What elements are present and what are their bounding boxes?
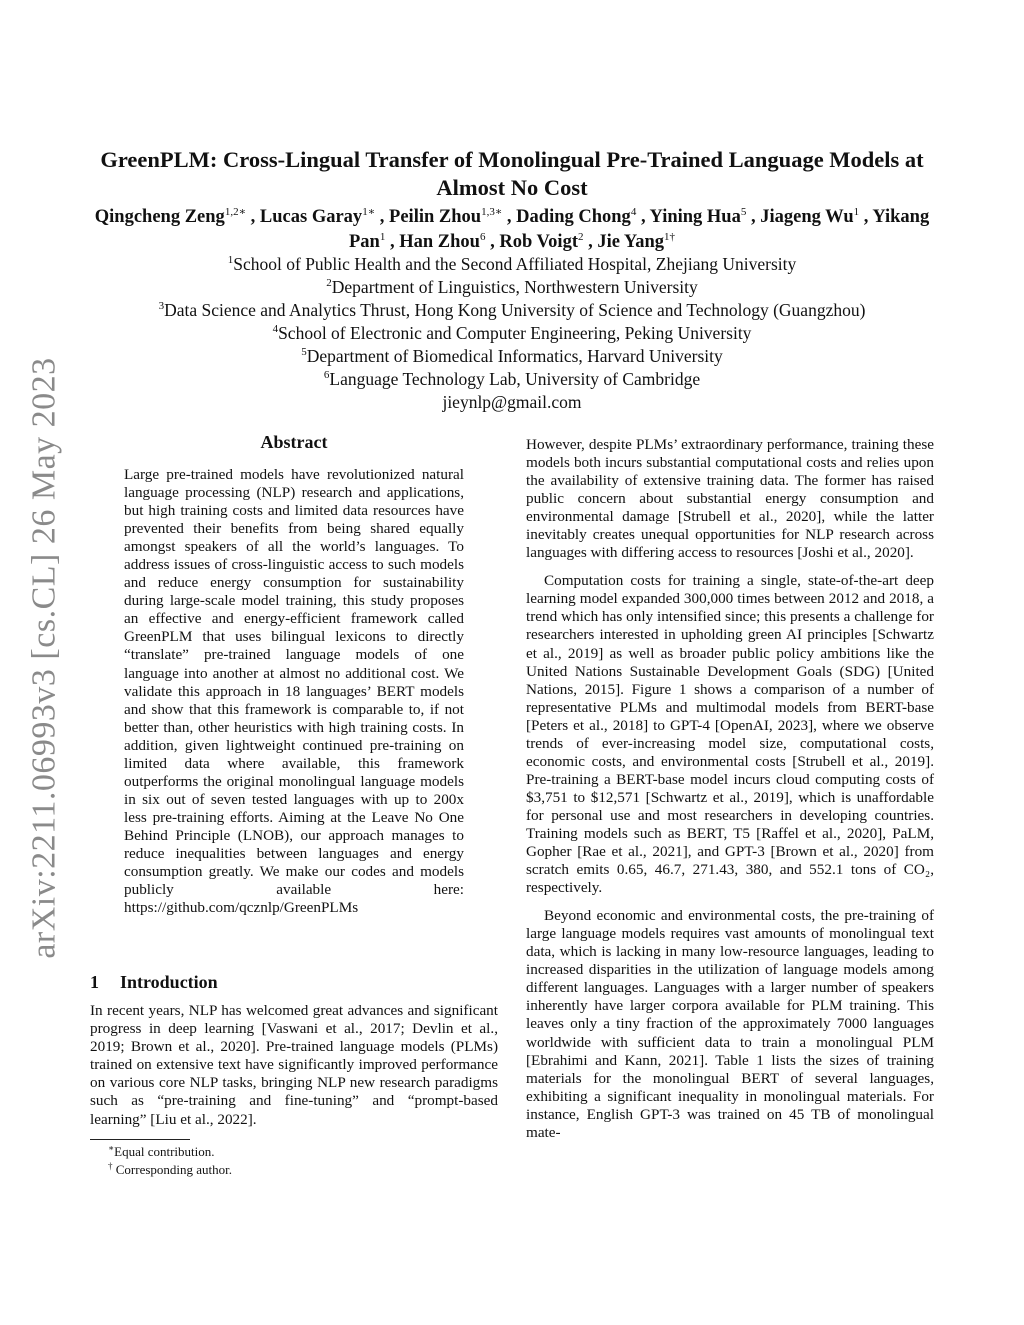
introduction-paragraph: In recent years, NLP has welcomed great advances and significant progress in deep learning [Vaswani et al., 2017; Devlin et al., 2019; Brown et al., 2020]. Pre-trained language models (PLMs) trained on extensive text have significantly improved performance on various core NLP tasks, bringing NLP new research paradigms such as “pre-training and fine-tuning” and “prompt-based learning” [Liu et al., 2022]. <box>90 1002 498 1128</box>
right-column <box>526 436 934 1152</box>
author: Jiageng Wu$^1$ <box>760 206 860 227</box>
author: Yining Hua$^5$ <box>649 206 747 227</box>
author: Lucas Garay$^{1∗}$ <box>259 206 376 227</box>
arxiv-identifier-stamp: arXiv:2211.06993v3 [cs.CL] 26 May 2023 <box>26 357 63 959</box>
abstract-heading: Abstract <box>260 432 328 452</box>
footnotes <box>108 1143 232 1179</box>
section-number: 1 <box>90 972 99 992</box>
email[interactable]: jieynlp@gmail.com <box>442 392 582 412</box>
abstract-text: Large pre-trained models have revolutionized natural language processing (NLP) research and applications, but high training costs and limited data resources have prevented their benefits from being shared equally amongst speakers of all the world’s languages. To address issues of cross-linguistic access to such models and reduce energy consumption for sustainability during large-scale model training, this study proposes an effective and energy-efficient framework called GreenPLM that uses bilingual lexicons to directly “translate” pre-trained language models of one language into another at almost no additional cost. We validate this approach in 18 languages’ BERT models and show that this framework is comparable to, if not better than, other heuristics with high training costs. In addition, given lightweight continued pre-training on limited data where available, this framework outperforms the original monolingual language models in six out of seven tested languages with up to 200x less pre-training efforts. Aiming at the Leave No One Behind Principle (LNOB), our approach manages to reduce inequalities between languages and energy consumption greatly. We make our codes and models publicly available here: https://github.com/qcznlp/GreenPLMs <box>124 466 464 917</box>
footnote: † Corresponding author. <box>108 1161 233 1177</box>
author: Dading Chong$^4$ <box>516 206 637 227</box>
author: Peilin Zhou$^{1,3∗}$ <box>389 206 503 227</box>
affiliation: $^5$Department of Biomedical Informatics, Harvard University <box>301 346 723 366</box>
paper-title: GreenPLM: Cross-Lingual Transfer of Monolingual Pre-Trained Language Models at Almost No Cost <box>100 147 924 200</box>
affiliation-list <box>60 253 964 414</box>
body-paragraph: However, despite PLMs’ extraordinary performance, training these models both incurs substantial computational costs and relies upon the availability of extensive training data. The former has raised public concern about substantial energy consumption and environmental damage [Strubell et al., 2020], while the latter inevitably creates unequal opportunities for NLP research across languages with differing access to resources [Joshi et al., 2020]. <box>526 436 934 562</box>
footnote: ∗Equal contribution. <box>108 1143 215 1159</box>
author: Jie Yang$^{1\dagger}$ <box>597 231 675 252</box>
affiliation: $^2$Department of Linguistics, Northwestern University <box>326 277 698 297</box>
affiliation: $^4$School of Electronic and Computer Engineering, Peking University <box>272 323 752 343</box>
section-title: Introduction <box>120 972 218 992</box>
affiliation: $^1$School of Public Health and the Second Affiliated Hospital, Zhejiang University <box>227 254 797 274</box>
author: Han Zhou$^6$ <box>399 231 486 252</box>
footnote-divider <box>90 1139 190 1140</box>
author: Rob Voigt$^2$ <box>499 231 584 252</box>
body-paragraph: Computation costs for training a single, state-of-the-art deep learning model expanded 300,000 times between 2012 and 2018, a trend which has only intensified since; this presents a challenge for researchers interested in upholding green AI principles [Schwartz et al., 2019] as well as broader public policy ambitions like the United Nations Sustainable Development Goals (SDG) [United Nations, 2015]. Figure 1 shows a comparison of a number of representative PLMs and multimodal models from BERT-base [Peters et al., 2018] to GPT-4 [OpenAI, 2023], where we observe trends of ever-increasing model size, computational costs, economic costs, and environmental costs [Strubell et al., 2019]. Pre-training a BERT-base model incurs cloud computing costs of $3,751 to $12,571 [Schwartz et al., 2019], which is unaffordable for personal use and most researchers in developing countries. Training models such as BERT, T5 [Raffel et al., 2020], PaLM, Gopher [Rae et al., 2021], and GPT-3 [Brown et al., 2020] from scratch emits 0.65, 46.7, 271.43, 380, and 552.1 tons of CO₂, respectively. <box>526 572 934 897</box>
affiliation: $^3$Data Science and Analytics Thrust, Hong Kong University of Science and Technology (Guangzhou) <box>158 300 866 320</box>
section-heading-introduction <box>90 972 218 993</box>
affiliation: $^6$Language Technology Lab, University of Cambridge <box>323 369 701 389</box>
author: Qingcheng Zeng$^{1,2∗}$ <box>94 206 247 227</box>
author-list: Qingcheng Zeng$^{1,2∗}$ , Lucas Garay$^{1∗}$ , Peilin Zhou$^{1,3∗}$ , Dading Chong$^4$ , Yining Hua$^5$ , Jiageng Wu$^1$ , Yikang Pan$^1$ , Han Zhou$^6$ , Rob Voigt$^2$ , Jie Yang$^{1\dagger}$ <box>94 206 930 252</box>
body-paragraph: Beyond economic and environmental costs, the pre-training of large language models requires vast amounts of monolingual text data, which is lacking in many low-resource languages, leading to increased disparities in the utilization of language models among different languages. Languages with a larger number of speakers inherently have larger corpora available for PLM training. This leaves only a tiny fraction of the approximately 7000 languages worldwide with sufficient data to train a monolingual PLM [Ebrahimi and Kann, 2021]. Table 1 lists the sizes of training materials for the monolingual BERT of several languages, exhibiting a significant inequality in monolingual materials. For instance, English GPT-3 was trained on 45 TB of monolingual mate- <box>526 907 934 1141</box>
author: Yikang Pan$^1$ <box>349 207 930 252</box>
